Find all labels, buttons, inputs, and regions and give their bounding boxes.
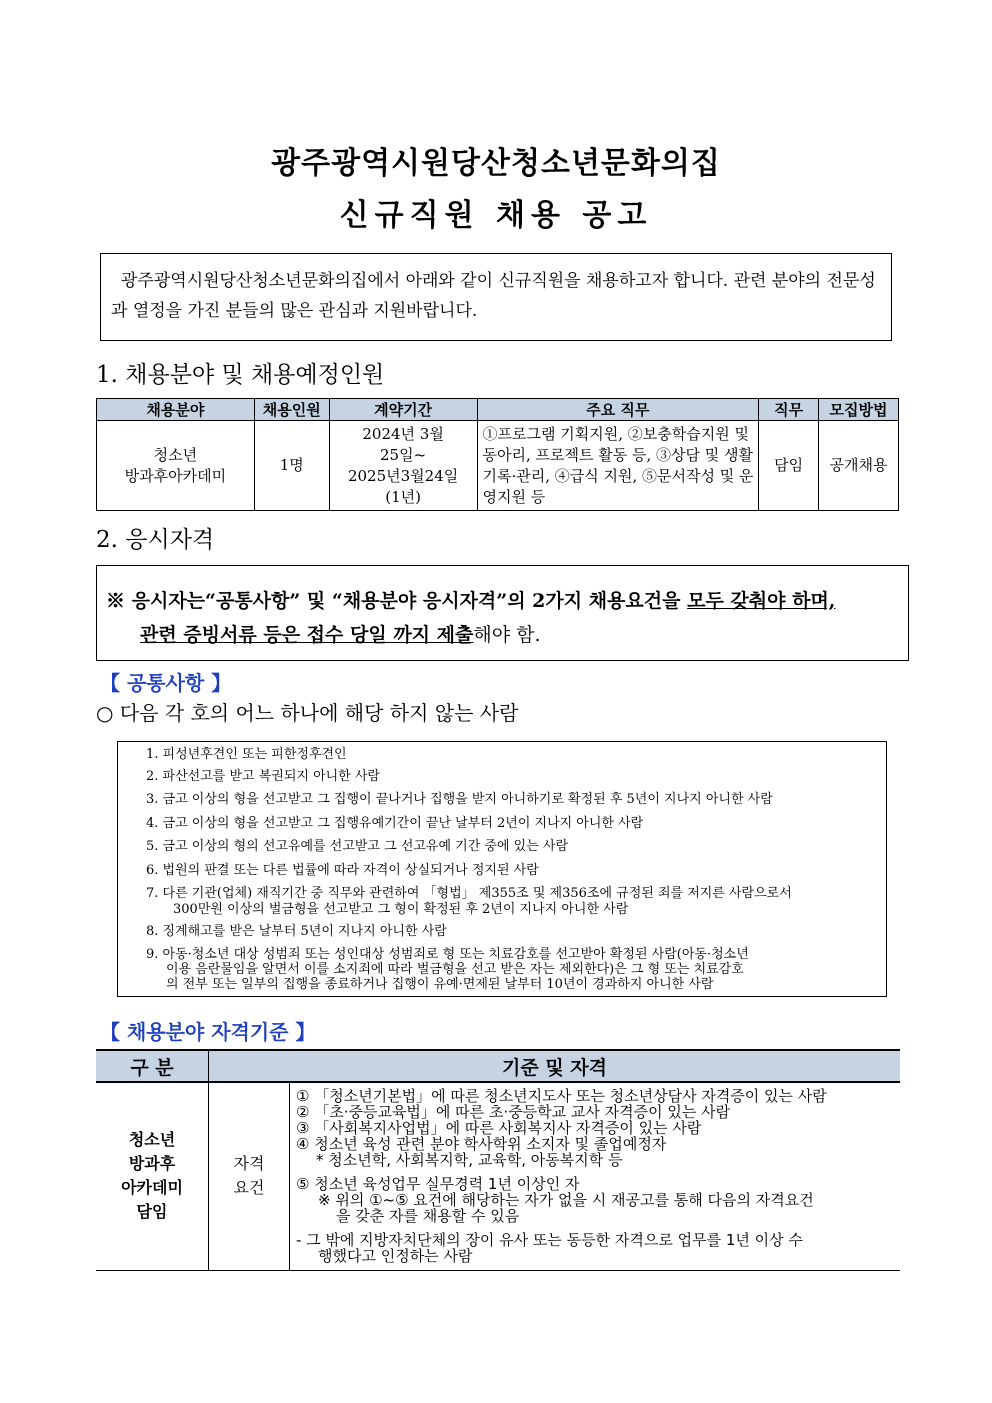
list-item: 6. 법원의 판결 또는 다른 법률에 따라 자격이 상실되거나 정지된 사람 bbox=[146, 863, 539, 878]
cell-role: 담임 bbox=[759, 421, 819, 511]
notice-suffix: 해야 함. bbox=[473, 624, 541, 646]
criteria-item: * 청소년학, 사회복지학, 교육학, 아동복지학 등 bbox=[316, 1151, 623, 1170]
header-period: 계약기간 bbox=[329, 399, 477, 421]
notice-line2 bbox=[140, 620, 541, 647]
list-item: 5. 금고 이상의 형의 선고유예를 선고받고 그 선고유예 기간 중에 있는 사람 bbox=[146, 839, 569, 854]
qualification-table-header bbox=[96, 1050, 900, 1082]
qualification-heading: 【 채용분야 자격기준 】 bbox=[100, 1020, 316, 1044]
notice-line1 bbox=[106, 586, 835, 613]
criteria-item: ※ 위의 ①~⑤ 요건에 해당하는 자가 없을 시 재공고를 통해 다음의 자격요건 bbox=[318, 1191, 814, 1210]
criteria-item: - 그 밖에 지방자치단체의 장이 유사 또는 동등한 자격으로 업무를 1년 이상 수 bbox=[296, 1231, 803, 1250]
eligibility-notice bbox=[96, 565, 909, 661]
recruitment-table-header bbox=[97, 399, 899, 421]
header-headcount: 채용인원 bbox=[254, 399, 329, 421]
cell-headcount: 1명 bbox=[254, 421, 329, 511]
header-method: 모집방법 bbox=[819, 399, 899, 421]
notice-bold: “공통사항” 및 “채용분야 응시자격”의 2가지 채용요건을 bbox=[205, 590, 688, 612]
section1-heading: 1. 채용분야 및 채용예정인원 bbox=[96, 362, 385, 388]
list-item: 8. 징계해고를 받은 날부터 5년이 지나지 아니한 사람 bbox=[146, 924, 447, 939]
list-item: 1. 피성년후견인 또는 피한정후견인 bbox=[146, 747, 347, 762]
section2-heading: 2. 응시자격 bbox=[96, 527, 215, 553]
recruitment-table bbox=[96, 398, 899, 511]
list-item: 9. 아동·청소년 대상 성범죄 또는 성인대상 성범죄로 형 또는 치료감호를 선고받아 확정된 사람(아동·청소년 bbox=[146, 947, 749, 962]
list-item: 의 전부 또는 일부의 집행을 종료하거나 집행이 유예·면제된 날부터 10년이 경과하지 아니한 사람 bbox=[166, 977, 714, 992]
criteria-item: ⑤ 청소년 육성업무 실무경력 1년 이상인 자 bbox=[296, 1175, 580, 1194]
common-lead: ○ 다음 각 호의 어느 하나에 해당 하지 않는 사람 bbox=[96, 701, 519, 725]
list-item: 300만원 이상의 벌금형을 선고받고 그 형이 확정된 후 2년이 지나지 아니한 사람 bbox=[173, 902, 629, 917]
page-title-line2: 신규직원 채용 공고 bbox=[339, 198, 653, 233]
header-category: 구 분 bbox=[96, 1050, 209, 1082]
list-item: 4. 금고 이상의 형을 선고받고 그 집행유예기간이 끝난 날부터 2년이 지나지 아니한 사람 bbox=[146, 816, 644, 831]
cell-criteria bbox=[290, 1082, 901, 1270]
intro-box bbox=[100, 253, 892, 341]
cell-category: 청소년 방과후 아카데미 담임 bbox=[96, 1082, 209, 1270]
list-item: 이용 음란물임을 알면서 이를 소지죄에 따라 벌금형을 선고 받은 자는 제외한다)은 그 형 또는 치료감호 bbox=[166, 962, 744, 977]
cell-method: 공개채용 bbox=[819, 421, 899, 511]
criteria-item: 행했다고 인정하는 사람 bbox=[318, 1247, 473, 1266]
notice-prefix: ※ 응시자는 bbox=[106, 590, 206, 612]
header-role: 직무 bbox=[759, 399, 819, 421]
list-item: 7. 다른 기관(업체) 재직기간 중 직무와 관련하여 「형법」 제355조 및 제356조에 규정된 죄를 저지른 사람으로서 bbox=[146, 886, 792, 901]
criteria-item: ② 「초·중등교육법」에 따른 초·중등학교 교사 자격증이 있는 사람 bbox=[296, 1103, 731, 1122]
notice-underline1: 모두 갖춰야 하며, bbox=[687, 590, 836, 612]
common-heading: 【 공통사항 】 bbox=[100, 671, 232, 695]
cell-duties: ①프로그램 기획지원, ②보충학습지원 및 동아리, 프로젝트 활동 등, ③상담 및 생활기록·관리, ④급식 지원, ⑤문서작성 및 운영지원 등 bbox=[477, 421, 759, 511]
criteria-item: ③ 「사회복지사업법」에 따른 사회복지사 자격증이 있는 사람 bbox=[296, 1119, 702, 1138]
criteria-item: ① 「청소년기본법」에 따른 청소년지도사 또는 청소년상담사 자격증이 있는 사람 bbox=[296, 1087, 827, 1106]
notice-underline2: 관련 증빙서류 등은 접수 당일 까지 제출 bbox=[140, 624, 474, 646]
criteria-item: 을 갖춘 자를 채용할 수 있음 bbox=[336, 1207, 520, 1226]
intro-text: 광주광역시원당산청소년문화의집에서 아래와 같이 신규직원을 채용하고자 합니다. 관련 분야의 전문성과 열정을 가진 분들의 많은 관심과 지원바랍니다. bbox=[111, 271, 876, 321]
criteria-item: ④ 청소년 육성 관련 분야 학사학위 소지자 및 졸업예정자 bbox=[296, 1135, 667, 1154]
list-item: 2. 파산선고를 받고 복권되지 아니한 사람 bbox=[146, 769, 380, 784]
cell-period: 2024년 3월 25일~ 2025년3월24일 (1년) bbox=[329, 421, 477, 511]
cell-field: 청소년 방과후아카데미 bbox=[97, 421, 255, 511]
header-field: 채용분야 bbox=[97, 399, 255, 421]
page-title-line1: 광주광역시원당산청소년문화의집 bbox=[271, 146, 721, 181]
header-criteria: 기준 및 자격 bbox=[209, 1050, 901, 1082]
header-duties: 주요 직무 bbox=[477, 399, 759, 421]
list-item: 3. 금고 이상의 형을 선고받고 그 집행이 끝나거나 집행을 받지 아니하기로 확정된 후 5년이 지나지 아니한 사람 bbox=[146, 792, 773, 807]
table-row bbox=[96, 1082, 900, 1270]
disqualification-list bbox=[117, 741, 887, 997]
table-row bbox=[97, 421, 899, 511]
cell-requirement-label: 자격 요건 bbox=[209, 1082, 290, 1270]
qualification-table bbox=[96, 1049, 900, 1271]
